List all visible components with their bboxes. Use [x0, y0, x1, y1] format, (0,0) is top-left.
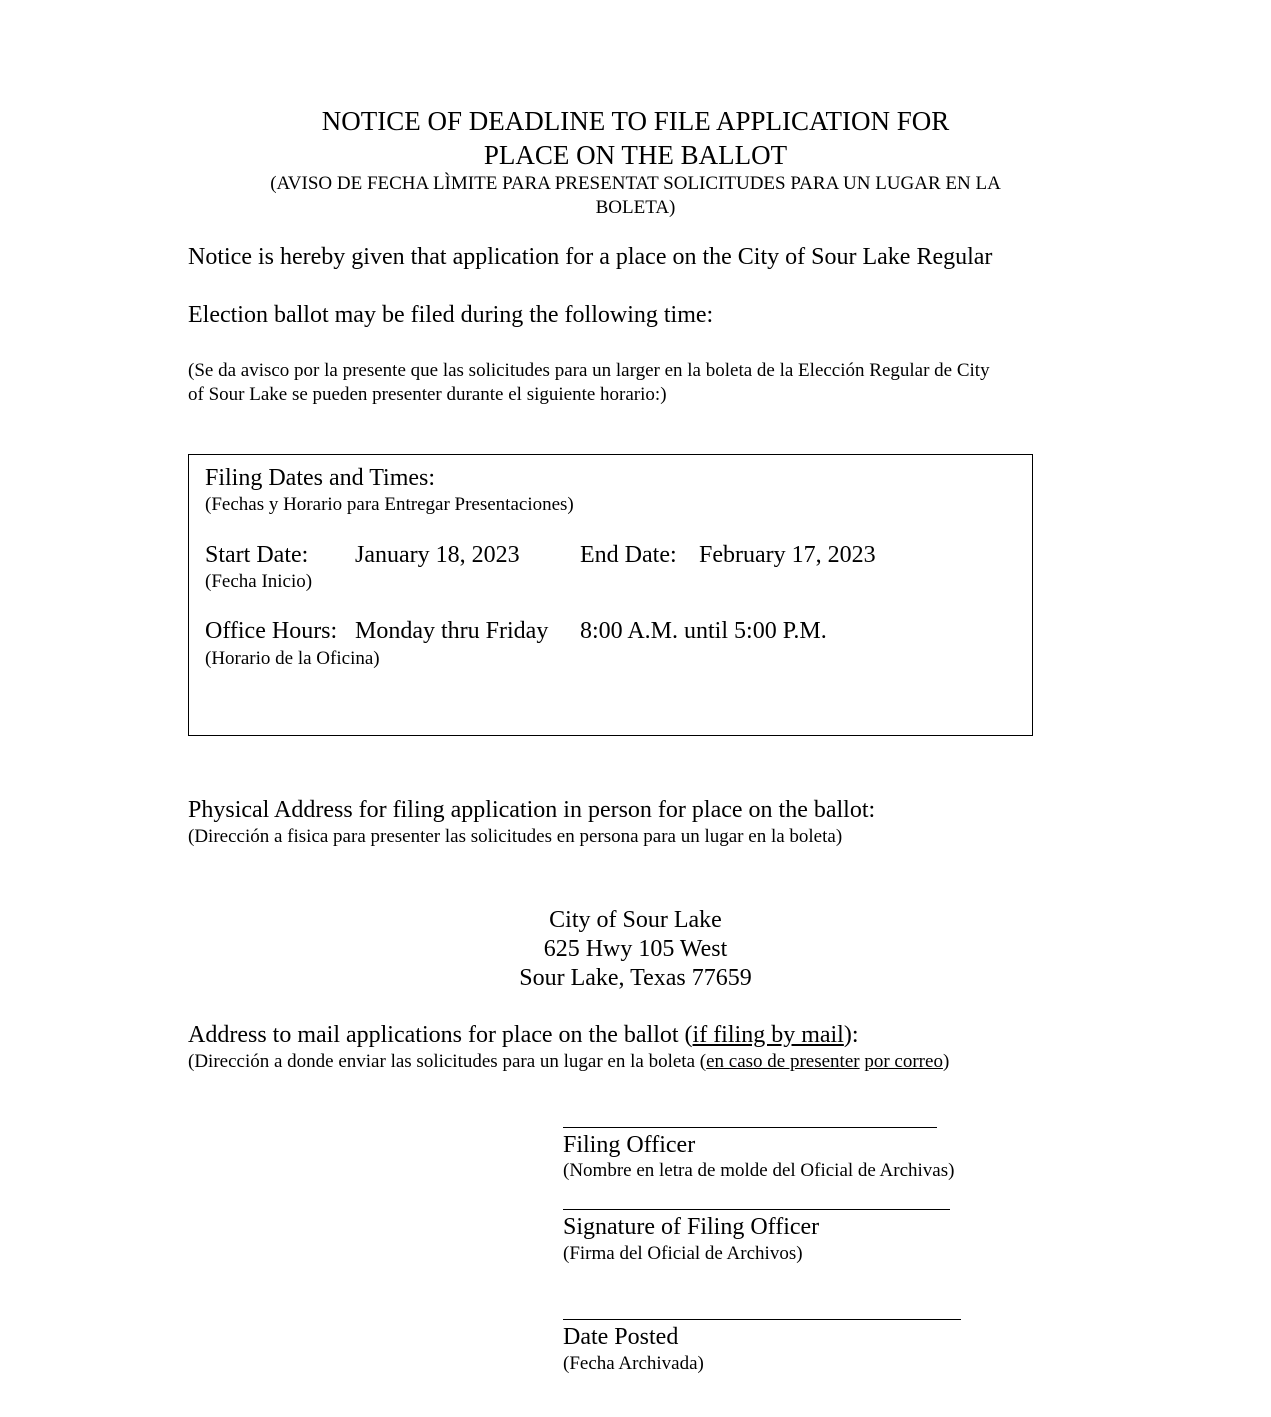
address-line3: Sour Lake, Texas 77659 — [519, 965, 752, 991]
intro-line1: Notice is hereby given that application for a place on the City of Sour Lake Regular — [188, 244, 993, 270]
filing-heading: Filing Dates and Times: — [205, 465, 436, 491]
end-date-value: February 17, 2023 — [699, 542, 876, 568]
filing-officer-label-es: (Nombre en letra de molde del Oficial de Archivas) — [563, 1160, 955, 1181]
signature-label: Signature of Filing Officer — [563, 1214, 820, 1240]
intro-spanish-line1: (Se da avisco por la presente que las solicitudes para un larger en la boleta de la Elección Regular de City — [188, 360, 990, 381]
mail-address-heading-es — [188, 1052, 949, 1071]
intro-spanish-line2: of Sour Lake se pueden presenter durante el siguiente horario:) — [188, 384, 667, 405]
start-date-label: Start Date: — [205, 542, 309, 568]
address-line2: 625 Hwy 105 West — [543, 936, 728, 962]
date-posted-label: Date Posted — [563, 1324, 679, 1350]
start-date-label-es: (Fecha Inicio) — [205, 571, 313, 592]
start-date-value: January 18, 2023 — [355, 542, 520, 568]
office-hours-label: Office Hours: — [205, 618, 338, 644]
notice-title-line2: PLACE ON THE BALLOT — [483, 140, 788, 170]
mail-es-underlined1: en caso de presenter — [706, 1051, 860, 1072]
mail-es-underlined2: por correo — [864, 1051, 943, 1072]
mail-heading-pre: Address to mail applications for place on the ballot ( — [188, 1022, 693, 1048]
filing-officer-label: Filing Officer — [563, 1132, 696, 1158]
office-hours-label-es: (Horario de la Oficina) — [205, 648, 380, 669]
physical-address-heading: Physical Address for filing application in person for place on the ballot: — [188, 797, 876, 823]
address-line1: City of Sour Lake — [549, 907, 722, 933]
intro-line2: Election ballot may be filed during the following time: — [188, 302, 714, 328]
physical-address-heading-es: (Dirección a fisica para presenter las solicitudes en persona para un lugar en la boleta) — [188, 826, 843, 847]
date-posted-label-es: (Fecha Archivada) — [563, 1353, 704, 1374]
date-posted-line — [563, 1319, 961, 1320]
filing-officer-line — [563, 1127, 937, 1128]
office-hours-days: Monday thru Friday — [355, 618, 549, 644]
mail-heading-underlined: if filing by mail — [692, 1022, 844, 1048]
filing-heading-es: (Fechas y Horario para Entregar Presentaciones) — [205, 494, 574, 515]
notice-subtitle-line1: (AVISO DE FECHA LÌMITE PARA PRESENTAT SOLICITUDES PARA UN LUGAR EN LA — [270, 173, 1001, 194]
mail-heading-post: ): — [843, 1022, 859, 1048]
office-hours-time: 8:00 A.M. until 5:00 P.M. — [580, 618, 827, 644]
mail-address-heading — [188, 1023, 859, 1047]
notice-title-line1: NOTICE OF DEADLINE TO FILE APPLICATION FOR — [321, 106, 950, 136]
end-date-label: End Date: — [580, 542, 677, 568]
mail-es-pre: (Dirección a donde enviar las solicitudes para un lugar en la boleta ( — [188, 1051, 707, 1072]
mail-es-post: ) — [942, 1051, 950, 1072]
notice-subtitle-line2: BOLETA) — [595, 197, 676, 218]
signature-line — [563, 1209, 950, 1210]
signature-label-es: (Firma del Oficial de Archivos) — [563, 1243, 803, 1264]
